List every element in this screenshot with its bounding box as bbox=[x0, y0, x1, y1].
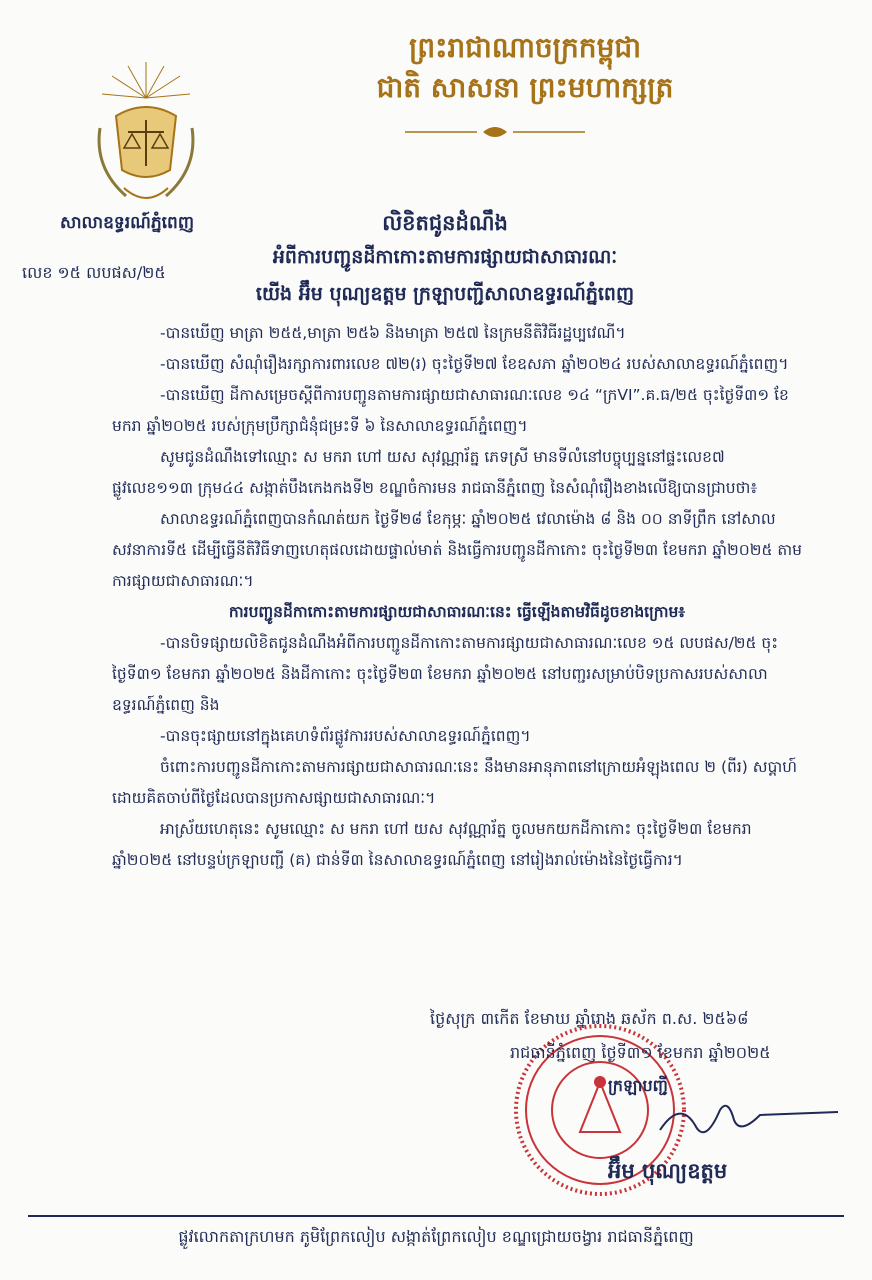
court-emblem-icon bbox=[86, 58, 206, 210]
national-motto: ជាតិ សាសនា ព្រះមហាក្សត្រ bbox=[376, 71, 674, 104]
notice-body bbox=[112, 318, 802, 876]
court-name: សាលាឧទ្ធរណ៍ភ្នំពេញ bbox=[59, 213, 195, 233]
body-paragraph: អាស្រ័យហេតុនេះ សូមឈ្មោះ ស មករា ហៅ យស សុវណ្ណារ័ត្ន ចូលមកយកដីកាកោះ ចុះថ្ងៃទី២៣ ខែមករា ឆ្នាំ២០២៥ នៅបន្ទប់ក្រឡាបញ្ជី (គ) ជាន់ទី៣ នៃសាលាឧទ្ធរណ៍ភ្នំពេញ នៅរៀងរាល់ម៉ោងនៃថ្ងៃធ្វើការ។ bbox=[112, 820, 752, 869]
signatory-title: ក្រឡាបញ្ជី bbox=[608, 1076, 668, 1095]
lunar-date: ថ្ងៃសុក្រ ៣កើត ខែមាឃ ឆ្នាំរោង ឆស័ក ព.ស. ២៥៦៨ bbox=[430, 1009, 749, 1028]
body-paragraph: -បានបិទផ្សាយលិខិតជូនដំណឹងអំពីការបញ្ជូនដីកាកោះតាមការផ្សាយជាសាធារណៈលេខ ១៥ លបផស/២៥ ចុះថ្ងៃទី៣១ ខែមករា ឆ្នាំ២០២៥ និងដីកាកោះ ចុះថ្ងៃទី២៣ ខែមករា ឆ្នាំ២០២៥ នៅបញ្ជរសម្រាប់បិទប្រកាសរបស់សាលាឧទ្ធរណ៍ភ្នំពេញ និង bbox=[112, 634, 779, 714]
body-subheading: ការបញ្ជូនដីកាកោះតាមការផ្សាយជាសាធារណៈនេះ ធ្វើឡើងតាមវិធីដូចខាងក្រោម៖ bbox=[228, 603, 686, 621]
kingdom-title: ព្រះរាជាណាចក្រកម្ពុជា bbox=[408, 31, 641, 64]
notice-title: លិខិតជូនដំណឹង bbox=[382, 210, 508, 235]
ornament-divider bbox=[405, 122, 585, 142]
body-paragraph: សូមជូនដំណឹងទៅឈ្មោះ ស មករា ហៅ យស សុវណ្ណារ័ត្ន ភេទស្រី មានទីលំនៅបច្ចុប្បន្ននៅផ្ទះលេខ៧ ផ្លូវលេខ១១៣ ក្រុម៤៤ សង្កាត់បឹងកេងកងទី២ ខណ្ឌចំការមន រាជធានីភ្នំពេញ នៃសំណុំរឿងខាងលើឱ្យបានជ្រាបថា៖ bbox=[112, 448, 758, 497]
body-paragraph: -បានឃើញ មាត្រា ២៥៥,មាត្រា ២៥៦ និងមាត្រា ២៥៧ នៃក្រមនីតិវិធីរដ្ឋប្បវេណី។ bbox=[160, 324, 626, 342]
body-paragraph: ចំពោះការបញ្ជូនដីកាកោះតាមការផ្សាយជាសាធារណៈនេះ នឹងមានអានុភាពនៅក្រោយអំឡុងពេល ២ (ពីរ) សប្តាហ៍ ដោយគិតចាប់ពីថ្ងៃដែលបានប្រកាសផ្សាយជាសាធារណៈ។ bbox=[112, 758, 798, 807]
footer-divider bbox=[28, 1215, 844, 1217]
reference-number: លេខ ១៥ លបផស/២៥ bbox=[22, 263, 166, 282]
signatory-name: អ៊ឹម បុណ្យឧត្តម bbox=[608, 1158, 728, 1183]
place-date: រាជធានីភ្នំពេញ ថ្ងៃទី៣១ ខែមករា ឆ្នាំ២០២៥ bbox=[510, 1043, 771, 1062]
notice-subject: អំពីការបញ្ជូនដីកាកោះតាមការផ្សាយជាសាធារណៈ bbox=[272, 246, 618, 268]
body-paragraph: -បានឃើញ សំណុំរឿងរក្សាការពារលេខ ៧២(រ) ចុះថ្ងៃទី២៧ ខែឧសភា ឆ្នាំ២០២៤ របស់សាលាឧទ្ធរណ៍ភ្នំពេញ។ bbox=[160, 355, 789, 373]
kingdom-header bbox=[300, 28, 750, 108]
body-paragraph: សាលាឧទ្ធរណ៍ភ្នំពេញបានកំណត់យក ថ្ងៃទី២៨ ខែកុម្ភៈ ឆ្នាំ២០២៥ វេលាម៉ោង ៨ និង ០០ នាទីព្រឹក នៅសាលសវនាការទី៥ ដើម្បីធ្វើនីតិវិធីទាញហេតុផលដោយផ្ទាល់មាត់ និងធ្វើការបញ្ជូនដីកាកោះ ចុះថ្ងៃទី២៣ ខែមករា ឆ្នាំ២០២៥ តាមការផ្សាយជាសាធារណៈ។ bbox=[112, 510, 802, 590]
handwritten-signature bbox=[650, 1090, 840, 1150]
body-paragraph: -បានឃើញ ដីកាសម្រេចស្តីពីការបញ្ជូនតាមការផ្សាយជាសាធារណៈលេខ ១៤ “ក្រVI”.គ.ធ/២៥ ចុះថ្ងៃទី៣១ ខែមករា ឆ្នាំ២០២៥ របស់ក្រុមប្រឹក្សាជំនុំជម្រះទី ៦ នៃសាលាឧទ្ធរណ៍ភ្នំពេញ។ bbox=[112, 386, 789, 435]
footer-address: ផ្លូវលោកតាក្រហមក ភូមិព្រែកលៀប សង្កាត់ព្រែកលៀប ខណ្ឌជ្រោយចង្វារ រាជធានីភ្នំពេញ bbox=[178, 1227, 694, 1246]
body-paragraph: -បានចុះផ្សាយនៅក្នុងគេហទំព័រផ្លូវការរបស់សាលាឧទ្ធរណ៍ភ្នំពេញ។ bbox=[160, 727, 531, 745]
clerk-statement: យើង អ៊ឹម បុណ្យឧត្តម ក្រឡាបញ្ជីសាលាឧទ្ធរណ៍ភ្នំពេញ bbox=[255, 283, 635, 305]
